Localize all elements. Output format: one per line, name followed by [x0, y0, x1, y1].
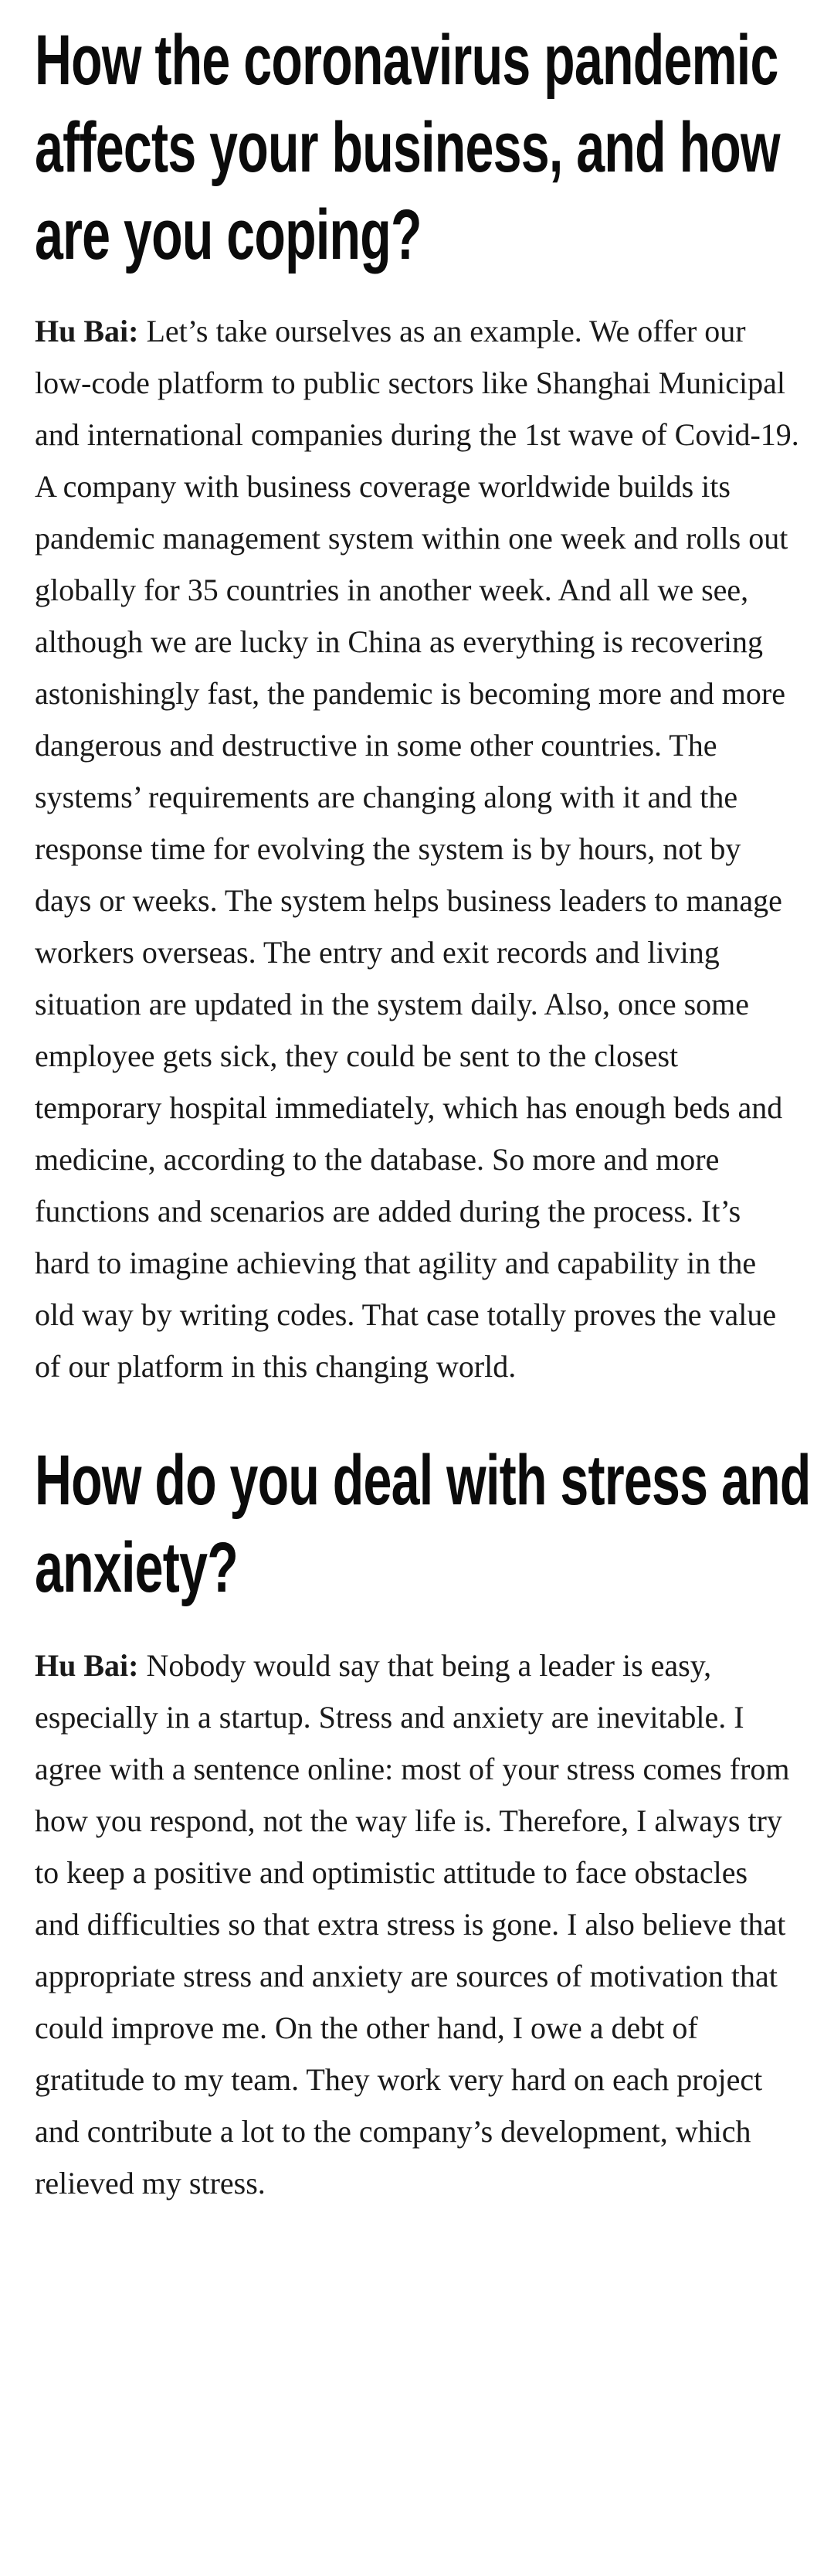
speaker-label: Hu Bai: — [35, 314, 139, 348]
answer-paragraph-stress — [35, 1640, 799, 2209]
paragraph-text: Nobody would say that being a leader is easy, especially in a startup. Stress and anxiety are inevitable. I agree with a sentence online: most of your stress comes from how you respond, not the way life is. Therefore, I always try to keep a positive and optimistic attitude to face obstacles and difficulties so that extra stress is gone. I also believe that appropriate stress and anxiety are sources of motivation that could improve me. On the other hand, I owe a debt of gratitude to my team. They work very hard on each project and contribute a lot to the company’s development, which relieved my stress. — [35, 1648, 790, 2200]
section-heading-pandemic — [35, 17, 799, 279]
heading-line: affects your business, and how — [35, 108, 780, 187]
section-heading-stress — [35, 1437, 811, 1612]
heading-line: anxiety? — [35, 1528, 238, 1607]
paragraph-text: Let’s take ourselves as an example. We offer our low-code platform to public sectors like Shanghai Municipal and international companies during the 1st wave of Covid-19. A company with business coverage worldwide builds its pandemic management system within one week and rolls out globally for 35 countries in another week. And all we see, although we are lucky in China as everything is recovering astonishingly fast, the pandemic is becoming more and more dangerous and destructive in some other countries. The systems’ requirements are changing along with it and the response time for evolving the system is by hours, not by days or weeks. The system helps business leaders to manage workers overseas. The entry and exit records and living situation are updated in the system daily. Also, once some employee gets sick, they could be sent to the closest temporary hospital immediately, which has enough beds and medicine, according to the database. So more and more functions and scenarios are added during the process. It’s hard to imagine achieving that agility and capability in the old way by writing codes. That case totally proves the value of our platform in this changing world. — [35, 314, 799, 1384]
answer-paragraph-pandemic — [35, 305, 799, 1392]
heading-line: are you coping? — [35, 195, 422, 274]
heading-line: How the coronavirus pandemic — [35, 21, 778, 100]
speaker-label: Hu Bai: — [35, 1648, 139, 1683]
heading-line: How do you deal with stress and — [35, 1441, 811, 1520]
